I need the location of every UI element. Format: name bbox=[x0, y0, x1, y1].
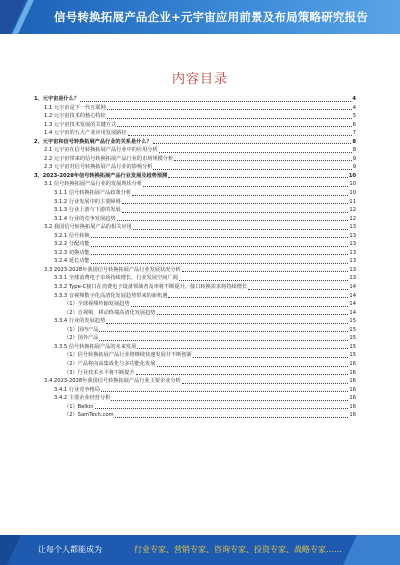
toc-leader-dots bbox=[111, 400, 348, 401]
toc-entry[interactable] bbox=[34, 163, 356, 172]
toc-leader-dots bbox=[101, 391, 348, 392]
toc-page-number: 8 bbox=[352, 138, 356, 145]
toc-entry-text: （2）音视频、移动终端高清化发展趋势 bbox=[64, 309, 156, 316]
toc-page-number: 9 bbox=[352, 155, 356, 162]
toc-page-number: 10 bbox=[349, 190, 356, 197]
toc-leader-dots bbox=[157, 314, 349, 315]
toc-entry[interactable] bbox=[34, 386, 356, 395]
toc-leader-dots bbox=[99, 331, 348, 332]
toc-entry-text: 2.3 元宇宙对信号转换拓展产品行业的影响分析 bbox=[44, 164, 153, 171]
toc-entry-text: 2、元宇宙和信号转换拓展产品行业的关系是什么？ bbox=[34, 138, 152, 145]
toc-leader-dots bbox=[95, 408, 349, 409]
toc-leader-dots bbox=[107, 109, 352, 110]
toc-leader-dots bbox=[91, 246, 349, 247]
toc-leader-dots bbox=[174, 160, 351, 161]
toc-page-number: 7 bbox=[352, 130, 356, 137]
header-banner bbox=[0, 0, 400, 34]
toc-entry-text: 3.2.3 切换功能 bbox=[54, 249, 90, 256]
toc-entry-text: 3.3 2023-2028年我国信号转换拓展产品行业发展状况分析 bbox=[44, 266, 181, 273]
toc-leader-dots bbox=[157, 366, 349, 367]
toc-leader-dots bbox=[137, 348, 348, 349]
toc-entry-text: 3.1.3 行业上游与下游的发展 bbox=[54, 207, 121, 214]
toc-page-number: 14 bbox=[349, 309, 356, 316]
toc-entry-text: 3.3.4 行业的发展趋势 bbox=[54, 318, 106, 325]
toc-page-number: 15 bbox=[349, 343, 356, 350]
toc-leader-dots bbox=[106, 323, 348, 324]
toc-leader-dots bbox=[159, 152, 352, 153]
toc-entry-text: 1.4 元宇宙的五大产业应用发展路径 bbox=[44, 130, 127, 137]
toc-page-number: 16 bbox=[349, 360, 356, 367]
toc-entry-text: 3.1.2 行业发展中的主要障碍 bbox=[54, 198, 121, 205]
footer-decoration-right bbox=[343, 535, 400, 565]
toc-entry-text: 1.1 元宇宙是下一代互联网 bbox=[44, 104, 106, 111]
toc-entry[interactable] bbox=[34, 292, 356, 301]
toc-entry[interactable] bbox=[34, 343, 356, 352]
toc-page-number: 14 bbox=[349, 284, 356, 291]
toc-leader-dots bbox=[107, 118, 352, 119]
toc-entry[interactable] bbox=[34, 112, 356, 121]
toc-entry[interactable] bbox=[34, 266, 356, 275]
toc-entry-text: （1）Belkin bbox=[64, 403, 94, 410]
toc-entry[interactable] bbox=[34, 121, 356, 130]
toc-entry[interactable] bbox=[34, 274, 356, 283]
toc-entry[interactable] bbox=[34, 394, 356, 403]
toc-leader-dots bbox=[193, 357, 349, 358]
toc-entry[interactable] bbox=[34, 180, 356, 189]
toc-entry-text: 1.3 元宇宙技术发展的关键方式 bbox=[44, 121, 117, 128]
toc-entry-text: （2）SamTech.com bbox=[64, 412, 114, 419]
toc-entry-text: 3、2023-2028年信号转换拓展产品行业发展及趋势预测 bbox=[34, 172, 168, 179]
toc-entry-text: 3.2 我国信号转换拓展产品的相关应用 bbox=[44, 224, 132, 231]
toc-entry[interactable] bbox=[34, 411, 356, 420]
table-of-contents bbox=[34, 95, 356, 420]
footer-slogan: 让每个人都能成为 bbox=[38, 545, 102, 554]
toc-leader-dots bbox=[117, 126, 352, 127]
toc-page-number: 13 bbox=[349, 266, 356, 273]
toc-entry-text: 3.3.1 全球消费电子市场持续增长，行业发展空间广阔 bbox=[54, 275, 178, 282]
toc-entry[interactable] bbox=[34, 95, 356, 104]
toc-entry[interactable] bbox=[34, 172, 356, 181]
toc-page-number: 4 bbox=[352, 96, 356, 102]
toc-page-number: 15 bbox=[349, 335, 356, 342]
toc-entry[interactable] bbox=[34, 215, 356, 224]
toc-leader-dots bbox=[128, 135, 352, 136]
toc-entry[interactable] bbox=[34, 300, 356, 309]
toc-entry[interactable] bbox=[34, 249, 356, 258]
toc-page-number: 9 bbox=[352, 164, 356, 171]
toc-leader-dots bbox=[132, 195, 348, 196]
toc-leader-dots bbox=[80, 101, 351, 102]
toc-entry[interactable] bbox=[34, 198, 356, 207]
toc-entry[interactable] bbox=[34, 309, 356, 318]
toc-page-number: 16 bbox=[349, 386, 356, 393]
toc-entry-text: 3.2.4 延长功能 bbox=[54, 258, 90, 265]
toc-entry-text: 3.2.2 分配功能 bbox=[54, 241, 90, 248]
footer-roles: 行业专家、营销专家、咨询专家、投资专家、战略专家…… bbox=[134, 545, 342, 554]
toc-entry-text: （1）国内产品 bbox=[64, 326, 99, 333]
toc-entry[interactable] bbox=[34, 189, 356, 198]
toc-leader-dots bbox=[168, 297, 348, 298]
toc-page-number: 10 bbox=[348, 172, 356, 179]
toc-entry-text: 3.4.2 主要企业经营分析 bbox=[54, 395, 111, 402]
toc-entry-text: 3.4.1 行业竞争格局 bbox=[54, 386, 100, 393]
toc-page-number: 13 bbox=[349, 232, 356, 239]
toc-entry[interactable] bbox=[34, 317, 356, 326]
toc-entry[interactable] bbox=[34, 155, 356, 164]
toc-leader-dots bbox=[91, 263, 349, 264]
toc-page-number: 6 bbox=[352, 121, 356, 128]
toc-entry[interactable] bbox=[34, 351, 356, 360]
toc-leader-dots bbox=[117, 220, 349, 221]
toc-page-number: 16 bbox=[349, 412, 356, 419]
toc-page-number: 15 bbox=[349, 326, 356, 333]
toc-page-number: 8 bbox=[352, 147, 356, 154]
toc-entry[interactable] bbox=[34, 326, 356, 335]
toc-entry[interactable] bbox=[34, 403, 356, 412]
toc-entry-text: 1、元宇宙是什么？ bbox=[34, 96, 80, 102]
toc-page-number: 10 bbox=[349, 181, 356, 188]
toc-entry-text: 3.1.1 信号转换拓展产品政策分析 bbox=[54, 190, 132, 197]
toc-leader-dots bbox=[91, 254, 349, 255]
toc-page-number: 5 bbox=[352, 113, 356, 120]
toc-entry-text: 2.2 元宇宙带来的信号转换拓展产品行业的市场规模分析 bbox=[44, 155, 174, 162]
toc-entry[interactable] bbox=[34, 223, 356, 232]
toc-leader-dots bbox=[182, 383, 349, 384]
toc-leader-dots bbox=[248, 289, 348, 290]
toc-page-number: 13 bbox=[349, 249, 356, 256]
toc-page-number: 16 bbox=[349, 395, 356, 402]
toc-entry[interactable] bbox=[34, 240, 356, 249]
toc-page-number: 14 bbox=[349, 292, 356, 299]
toc-entry-text: 3.3.3 音视频数字化高清化发展趋势带来的新机遇 bbox=[54, 292, 168, 299]
footer-banner bbox=[0, 535, 400, 565]
toc-entry[interactable] bbox=[34, 129, 356, 138]
toc-entry[interactable] bbox=[34, 369, 356, 378]
toc-page-number: 15 bbox=[349, 352, 356, 359]
toc-entry-text: 3.1.4 行业的竞争发展趋势 bbox=[54, 215, 116, 222]
toc-page-number: 15 bbox=[349, 318, 356, 325]
toc-entry[interactable] bbox=[34, 232, 356, 241]
toc-leader-dots bbox=[99, 340, 348, 341]
toc-entry[interactable] bbox=[34, 360, 356, 369]
report-title: 信号转换拓展产品企业+元宇宙应用前景及布局策略研究报告 bbox=[54, 10, 369, 24]
toc-entry-text: 3.1 信号转换拓展产品行业的发展现状分析 bbox=[44, 181, 143, 188]
toc-leader-dots bbox=[122, 212, 349, 213]
toc-entry-text: （1）信号转换拓展产品行业将继续快速发展并不断创新 bbox=[64, 352, 192, 359]
toc-entry-text: （1）全球视频传输发展趋势 bbox=[64, 301, 130, 308]
toc-entry[interactable] bbox=[34, 257, 356, 266]
toc-entry[interactable] bbox=[34, 334, 356, 343]
toc-page-number: 11 bbox=[349, 198, 356, 205]
toc-leader-dots bbox=[179, 280, 349, 281]
toc-entry-text: 1.2 元宇宙技术的核心特征 bbox=[44, 113, 106, 120]
toc-page-number: 12 bbox=[349, 207, 356, 214]
toc-heading: 内容目录 bbox=[171, 72, 228, 87]
toc-leader-dots bbox=[168, 177, 348, 178]
toc-entry[interactable] bbox=[34, 283, 356, 292]
toc-page-number: 13 bbox=[349, 275, 356, 282]
toc-entry[interactable] bbox=[34, 104, 356, 113]
toc-entry-text: 3.2.1 信号转换 bbox=[54, 232, 90, 239]
toc-leader-dots bbox=[122, 203, 349, 204]
toc-page-number: 12 bbox=[349, 215, 356, 222]
toc-entry[interactable] bbox=[34, 146, 356, 155]
toc-entry-text: 2.1 元宇宙在信号转换拓展产品行业中的应用分析 bbox=[44, 147, 158, 154]
toc-entry[interactable] bbox=[34, 206, 356, 215]
toc-leader-dots bbox=[182, 271, 349, 272]
toc-entry[interactable] bbox=[34, 377, 356, 386]
toc-page-number: 13 bbox=[349, 224, 356, 231]
toc-leader-dots bbox=[153, 143, 352, 144]
toc-leader-dots bbox=[91, 237, 349, 238]
toc-entry-text: （3）行业技术水平将不断提升 bbox=[64, 369, 135, 376]
toc-page-number: 16 bbox=[349, 403, 356, 410]
toc-page-number: 16 bbox=[349, 369, 356, 376]
toc-entry-text: （2）国外产品 bbox=[64, 335, 99, 342]
toc-entry-text: 3.4 2023-2028年我国信号转换拓展产品行业主要企业分析 bbox=[44, 378, 181, 385]
toc-page-number: 13 bbox=[349, 241, 356, 248]
toc-leader-dots bbox=[143, 186, 348, 187]
toc-leader-dots bbox=[115, 417, 349, 418]
toc-entry-text: 3.3.2 Type-C接口在消费电子设备领域普及率将不断提升，接口转换需求将持续增长 bbox=[54, 284, 248, 291]
toc-leader-dots bbox=[153, 169, 351, 170]
toc-page-number: 14 bbox=[349, 301, 356, 308]
toc-page-number: 13 bbox=[349, 258, 356, 265]
toc-page-number: 16 bbox=[349, 378, 356, 385]
toc-entry-text: （2）产品将向高集成化与多功能化发展 bbox=[64, 360, 156, 367]
footer-decoration-left bbox=[0, 535, 21, 565]
toc-entry-text: 3.3.5 信号转换拓展产品的未来发展 bbox=[54, 343, 137, 350]
toc-leader-dots bbox=[133, 229, 349, 230]
toc-entry[interactable] bbox=[34, 138, 356, 147]
toc-page-number: 4 bbox=[352, 104, 356, 111]
toc-leader-dots bbox=[131, 306, 349, 307]
toc-leader-dots bbox=[136, 374, 349, 375]
